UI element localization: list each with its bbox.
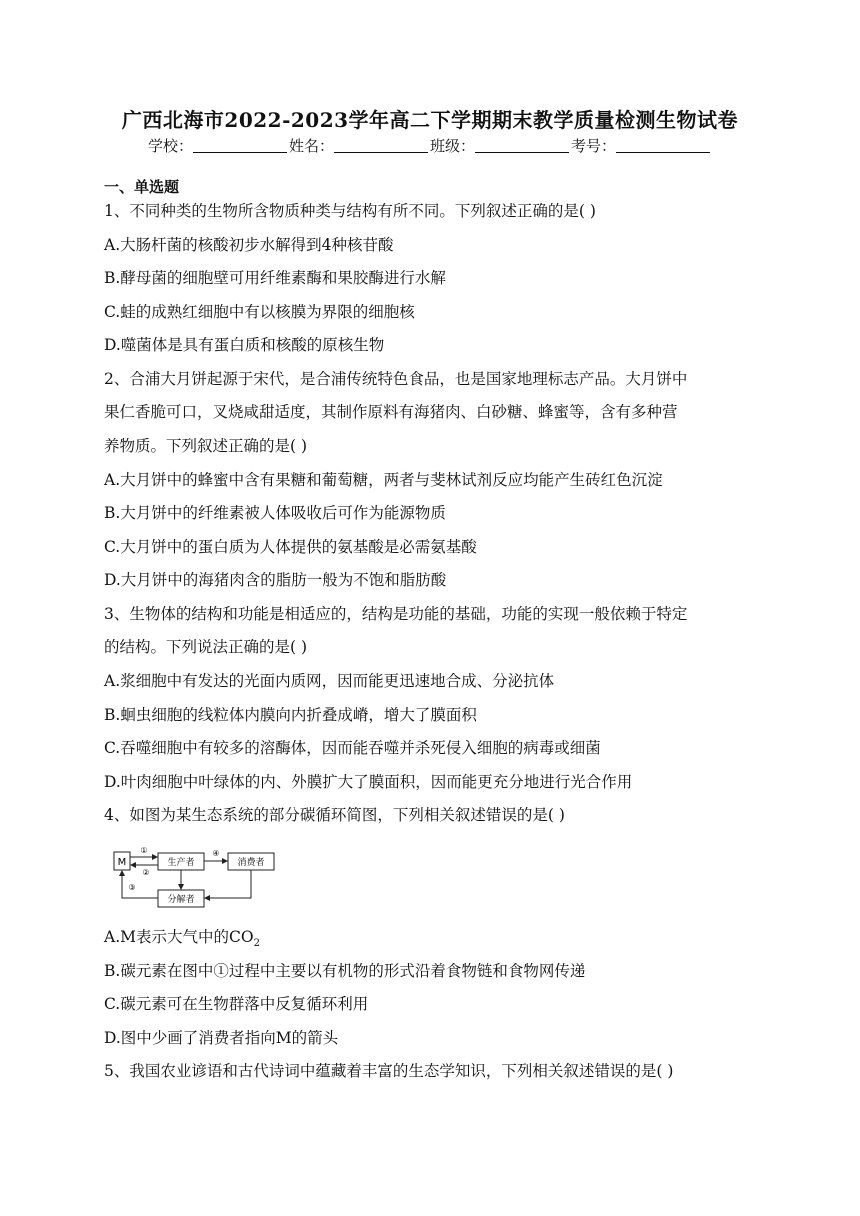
class-blank[interactable]	[475, 138, 569, 153]
question-2-option-d: D.大月饼中的海猪肉含的脂肪一般为不饱和脂肪酸	[104, 571, 447, 589]
question-3-stem-line-1: 3、生物体的结构和功能是相适应的，结构是功能的基础，功能的实现一般依赖于特定	[104, 605, 688, 623]
carbon-cycle-diagram	[112, 842, 282, 910]
question-4-option-c: C.碳元素可在生物群落中反复循环利用	[104, 995, 369, 1013]
question-2-stem-line-1: 2、合浦大月饼起源于宋代，是合浦传统特色食品，也是国家地理标志产品。大月饼中	[104, 370, 688, 388]
name-label: 姓名：	[288, 137, 334, 155]
question-3-option-b: B.蛔虫细胞的线粒体内膜向内折叠成嵴，增大了膜面积	[104, 706, 477, 724]
school-blank[interactable]	[193, 138, 287, 153]
section-heading: 一、单选题	[104, 178, 180, 196]
class-label: 班级：	[430, 137, 476, 155]
question-2-stem-line-2: 果仁香脆可口，叉烧咸甜适度，其制作原料有海猪肉、白砂糖、蜂蜜等，含有多种营	[104, 403, 678, 421]
question-1-option-a: A.大肠杆菌的核酸初步水解得到4种核苷酸	[104, 236, 394, 254]
question-1-option-d: D.噬菌体是具有蛋白质和核酸的原核生物	[104, 336, 385, 354]
question-2-option-b: B.大月饼中的纤维素被人体吸收后可作为能源物质	[104, 504, 446, 522]
question-2-stem-line-3: 养物质。下列叙述正确的是( )	[104, 437, 308, 455]
number-blank[interactable]	[616, 138, 710, 153]
question-5-stem: 5、我国农业谚语和古代诗词中蕴藏着丰富的生态学知识，下列相关叙述错误的是( )	[104, 1062, 674, 1080]
arrow-consumer-decomposer	[205, 870, 251, 898]
label-1: ①	[140, 846, 148, 855]
question-3-option-c: C.吞噬细胞中有较多的溶酶体，因而能吞噬并杀死侵入细胞的病毒或细菌	[104, 739, 601, 757]
m-label: M	[117, 857, 127, 868]
label-3: ③	[128, 883, 136, 892]
question-4-option-a-text: A.M表示大气中的CO	[104, 928, 254, 946]
question-3-option-d: D.叶肉细胞中叶绿体的内、外膜扩大了膜面积，因而能更充分地进行光合作用	[104, 773, 633, 791]
question-4-stem: 4、如图为某生态系统的部分碳循环简图，下列相关叙述错误的是( )	[104, 806, 565, 824]
producer-label: 生产者	[167, 858, 195, 868]
question-3-option-a: A.浆细胞中有发达的光面内质网，因而能更迅速地合成、分泌抗体	[104, 672, 555, 690]
question-2-option-c: C.大月饼中的蛋白质为人体提供的氨基酸是必需氨基酸	[104, 538, 477, 556]
question-1-option-c: C.蛙的成熟红细胞中有以核膜为界限的细胞核	[104, 303, 415, 321]
number-label: 考号：	[571, 137, 617, 155]
school-label: 学校：	[147, 137, 193, 155]
question-2-option-a: A.大月饼中的蜂蜜中含有果糖和葡萄糖，两者与斐林试剂反应均能产生砖红色沉淀	[104, 471, 663, 489]
consumer-label: 消费者	[237, 858, 265, 868]
question-4-option-d: D.图中少画了消费者指向M的箭头	[104, 1029, 339, 1047]
student-info-row	[0, 135, 860, 156]
label-4: ④	[212, 849, 220, 858]
arrow-3	[122, 871, 158, 898]
name-blank[interactable]	[334, 138, 428, 153]
exam-title: 广西北海市2022-2023学年高二下学期期末教学质量检测生物试卷	[121, 108, 739, 132]
question-4-option-b: B.碳元素在图中①过程中主要以有机物的形式沿着食物链和食物网传递	[104, 962, 586, 980]
question-3-stem-line-2: 的结构。下列说法正确的是( )	[104, 638, 308, 656]
label-2: ②	[142, 868, 150, 877]
question-1-stem: 1、不同种类的生物所含物质种类与结构有所不同。下列叙述正确的是( )	[104, 202, 596, 220]
subscript-2: 2	[253, 938, 260, 950]
question-4-option-a	[104, 927, 260, 954]
decomposer-label: 分解者	[167, 895, 195, 905]
question-1-option-b: B.酵母菌的细胞壁可用纤维素酶和果胶酶进行水解	[104, 269, 446, 287]
